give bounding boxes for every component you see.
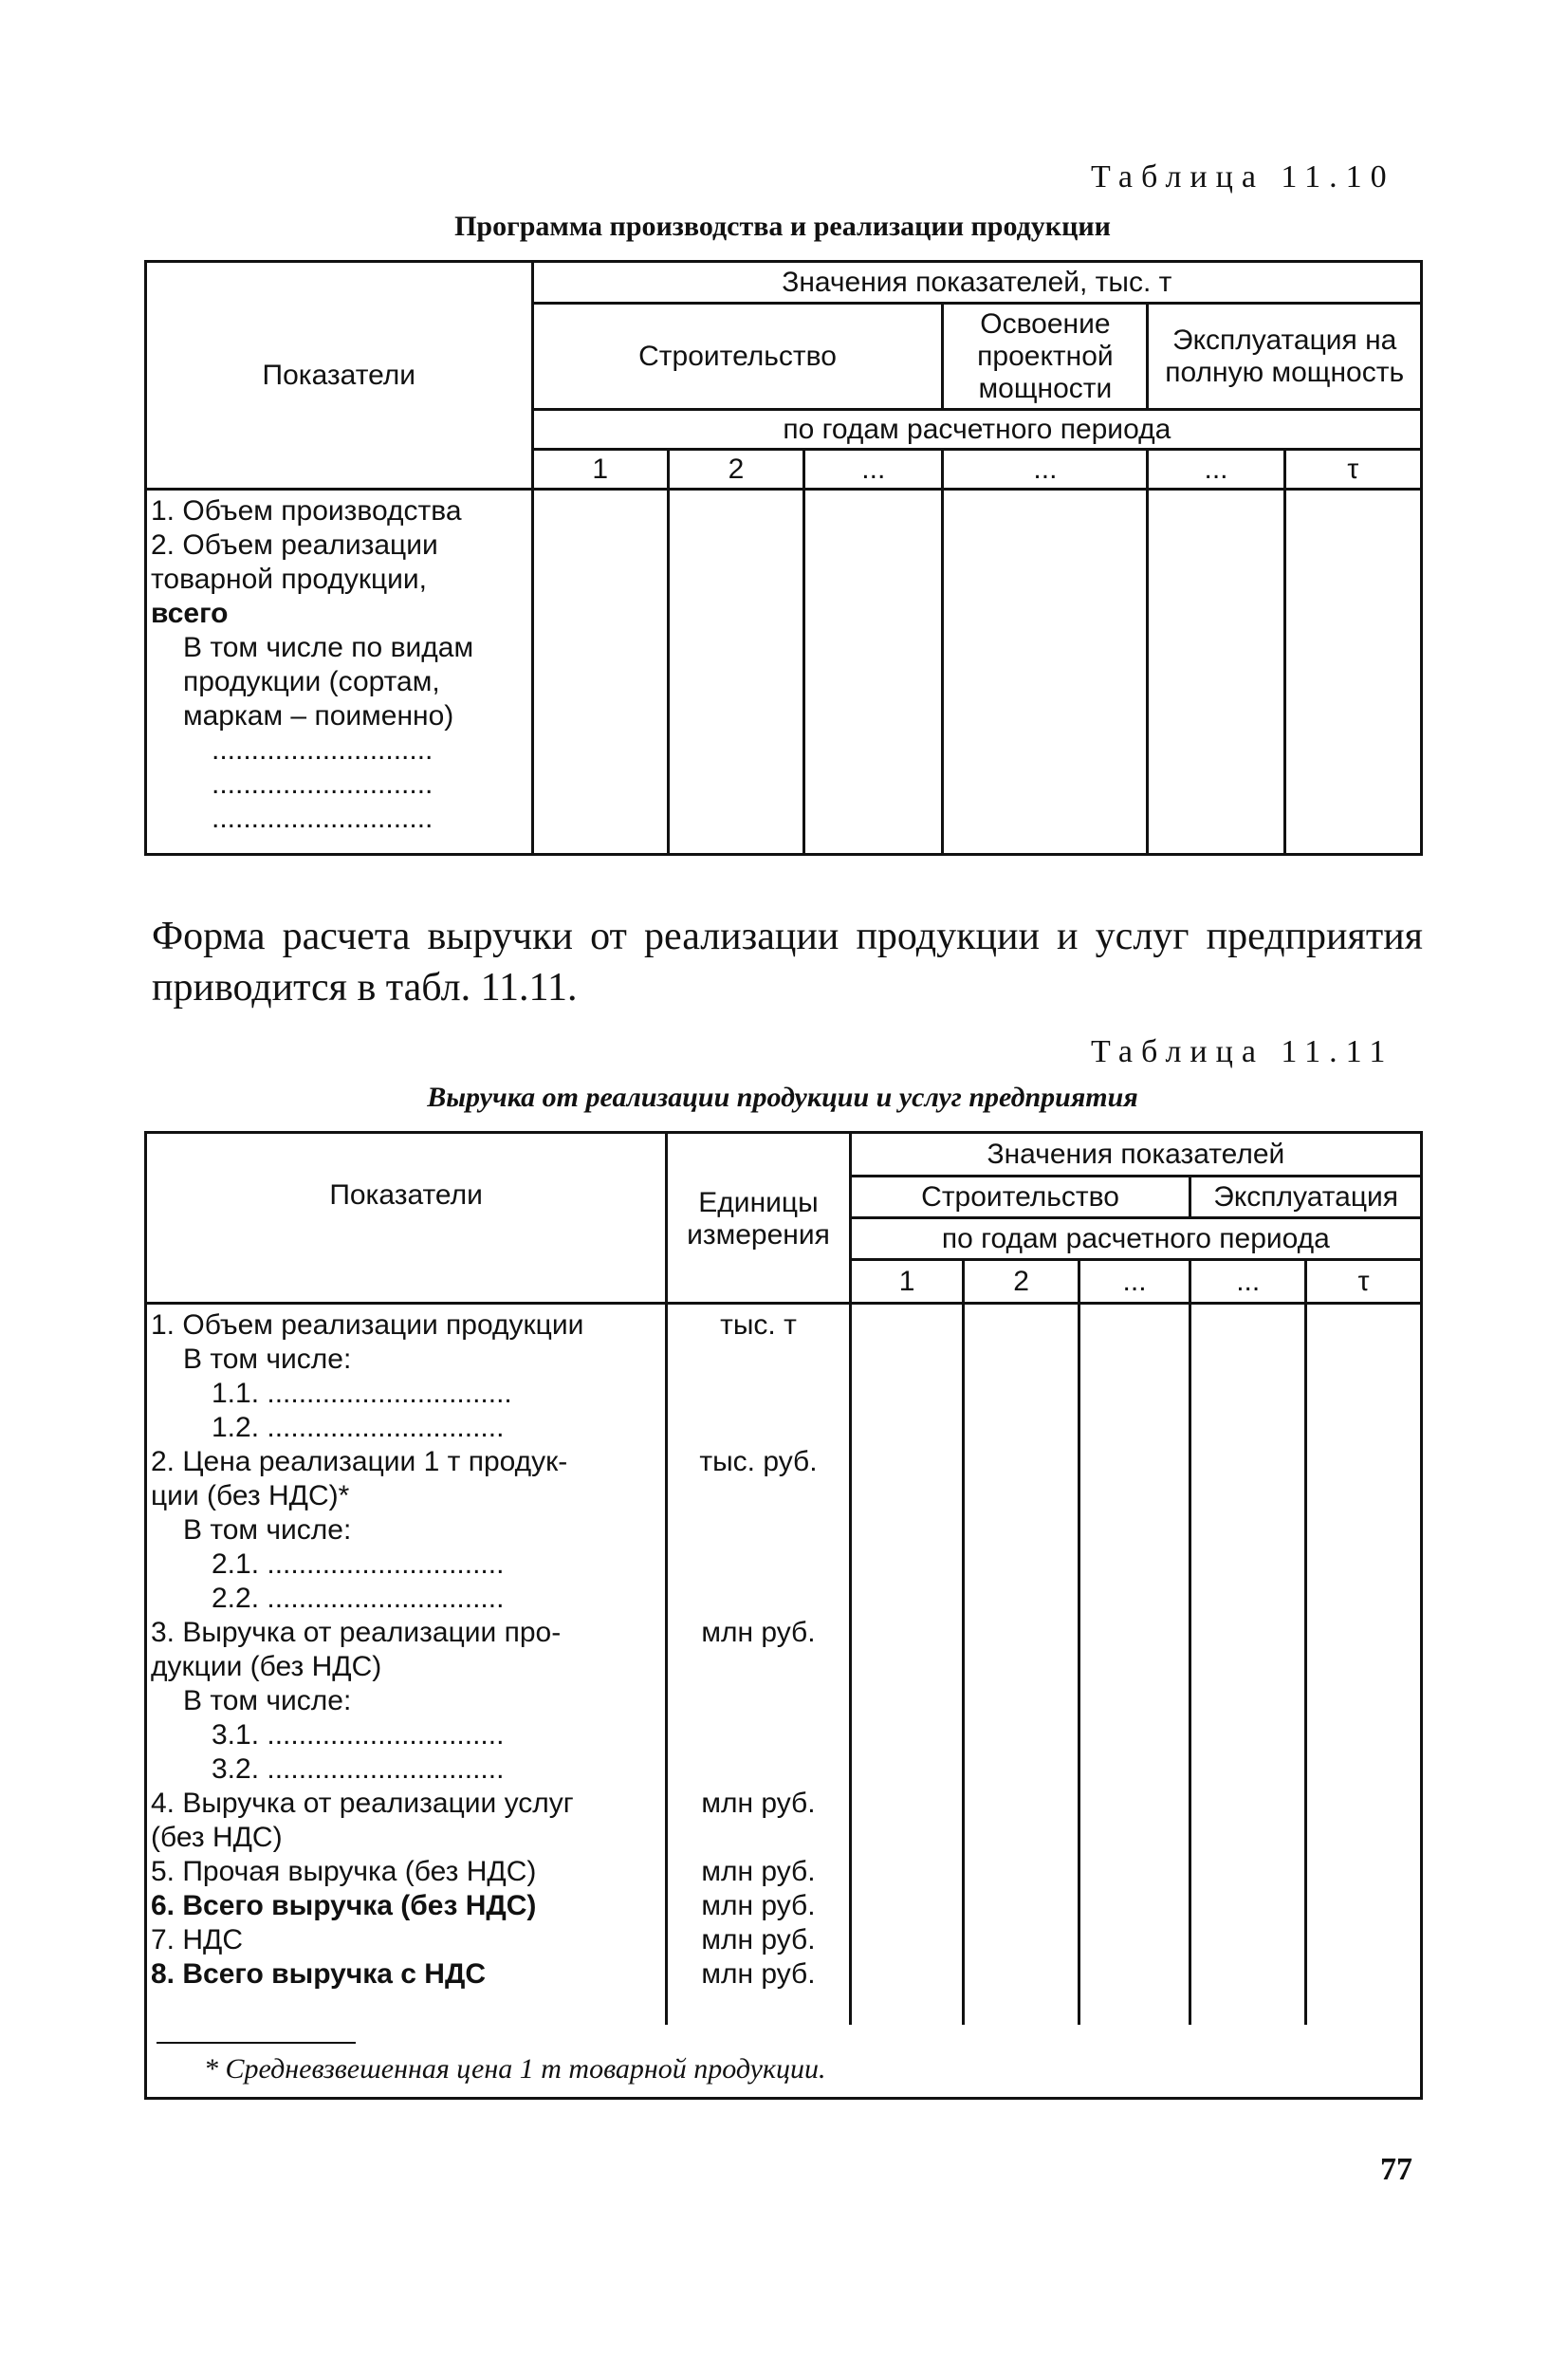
table-row	[146, 490, 1422, 855]
list-item: 2. Объем реализации товарной продукции,	[151, 529, 438, 595]
col-exploitation: Эксплуатация	[1190, 1177, 1422, 1218]
list-item: 1.2. ..............................	[212, 1412, 505, 1443]
year-col: 1	[850, 1260, 964, 1304]
list-item: ............................	[212, 734, 434, 766]
table2-label: Таблица 11.11	[1091, 1034, 1394, 1069]
list-item: (без НДС)	[151, 1822, 283, 1853]
data-cell	[1284, 490, 1421, 855]
year-col: ...	[804, 450, 943, 490]
col-years: по годам расчетного периода	[850, 1218, 1421, 1260]
list-item: 1. Объем реализации продукции	[151, 1309, 584, 1341]
list-item: 1. Объем производства	[151, 495, 462, 527]
unit-value: млн руб.	[701, 1890, 816, 1921]
year-col: ...	[1190, 1260, 1306, 1304]
unit-value	[672, 1513, 845, 1548]
units-list	[667, 1304, 851, 2025]
unit-value	[672, 1411, 845, 1445]
col-construction: Строительство	[532, 304, 943, 410]
year-col: ...	[943, 450, 1148, 490]
data-cell	[1079, 1304, 1190, 2025]
year-col: 2	[964, 1260, 1079, 1304]
list-item: 2.1. ..............................	[212, 1548, 505, 1580]
production-program-table	[144, 260, 1423, 856]
list-item: В том числе по видам	[183, 632, 474, 663]
year-col: τ	[1306, 1260, 1422, 1304]
data-cell	[804, 490, 943, 855]
year-col: ...	[1079, 1260, 1190, 1304]
col-exploitation: Эксплуатация на полную мощность	[1148, 304, 1422, 410]
list-item: В том числе:	[183, 1685, 352, 1716]
footnote: * Средневзвешенная цена 1 т товарной продукции.	[204, 2052, 826, 2085]
data-cell	[1148, 490, 1284, 855]
col-construction: Строительство	[850, 1177, 1190, 1218]
list-item: 3.2. ..............................	[212, 1753, 505, 1785]
table-row	[146, 1304, 1422, 2025]
list-item: В том числе:	[183, 1514, 352, 1546]
data-cell	[850, 1304, 964, 2025]
list-item: дукции (без НДС)	[151, 1651, 382, 1682]
list-item: всего	[151, 598, 229, 629]
data-cell	[668, 490, 803, 855]
revenue-table	[144, 1131, 1423, 2100]
list-item: 2. Цена реализации 1 т продук-	[151, 1446, 568, 1477]
unit-value	[672, 1718, 845, 1752]
list-item: маркам – поименно)	[183, 700, 454, 732]
indicators-list	[146, 490, 533, 855]
unit-value: млн руб.	[701, 1617, 816, 1648]
table2-title: Выручка от реализации продукции и услуг предприятия	[427, 1082, 1138, 1113]
unit-value: млн руб.	[701, 1856, 816, 1887]
list-item: 3. Выручка от реализации про-	[151, 1617, 562, 1648]
unit-value	[672, 1479, 845, 1513]
col-years: по годам расчетного периода	[532, 410, 1421, 450]
col-units: Единицы измерения	[667, 1133, 851, 1304]
unit-value	[672, 1650, 845, 1684]
body-paragraph: Форма расчета выручки от реализации продукции и услуг предприятия приводится в табл. 11.11.	[152, 915, 1423, 1010]
year-col: 1	[532, 450, 668, 490]
list-item: ............................	[212, 803, 434, 834]
unit-value	[672, 1752, 845, 1787]
table1-label: Таблица 11.10	[1091, 159, 1395, 195]
list-item: 3.1. ..............................	[212, 1719, 505, 1751]
unit-value: млн руб.	[701, 1924, 816, 1955]
list-item: ............................	[212, 769, 434, 800]
unit-value: тыс. т	[720, 1309, 797, 1341]
unit-value	[672, 1684, 845, 1718]
col-values: Значения показателей	[850, 1133, 1421, 1177]
list-item: 6. Всего выручка (без НДС)	[151, 1890, 537, 1921]
list-item: 1.1. ...............................	[212, 1378, 512, 1409]
data-cell	[532, 490, 668, 855]
col-development: Освоение проектной мощности	[943, 304, 1148, 410]
unit-value: млн руб.	[701, 1958, 816, 1990]
list-item: 2.2. ..............................	[212, 1583, 505, 1614]
col-values: Значения показателей, тыс. т	[532, 262, 1421, 304]
list-item: 5. Прочая выручка (без НДС)	[151, 1856, 537, 1887]
data-cell	[964, 1304, 1079, 2025]
list-item: В том числе:	[183, 1344, 352, 1375]
data-cell	[1306, 1304, 1422, 2025]
list-item: продукции (сортам,	[183, 666, 440, 697]
data-cell	[943, 490, 1148, 855]
col-indicators: Показатели	[146, 1133, 667, 1304]
year-col: ...	[1148, 450, 1284, 490]
unit-value	[672, 1548, 845, 1582]
unit-value	[672, 1821, 845, 1855]
data-cell	[1190, 1304, 1306, 2025]
footnote-divider	[157, 2042, 356, 2044]
footnote-cell	[146, 2025, 1422, 2099]
col-indicators: Показатели	[146, 262, 533, 490]
list-item: 8. Всего выручка с НДС	[151, 1958, 486, 1990]
table1-title: Программа производства и реализации продукции	[454, 211, 1111, 242]
year-col: τ	[1284, 450, 1421, 490]
list-item: 7. НДС	[151, 1924, 244, 1955]
list-item: 4. Выручка от реализации услуг	[151, 1788, 574, 1819]
page-number: 77	[1380, 2152, 1412, 2187]
indicators-list	[146, 1304, 667, 2025]
year-col: 2	[668, 450, 803, 490]
unit-value: млн руб.	[701, 1788, 816, 1819]
unit-value	[672, 1582, 845, 1616]
unit-value: тыс. руб.	[699, 1446, 818, 1477]
unit-value	[672, 1343, 845, 1377]
list-item: ции (без НДС)*	[151, 1480, 350, 1511]
unit-value	[672, 1377, 845, 1411]
